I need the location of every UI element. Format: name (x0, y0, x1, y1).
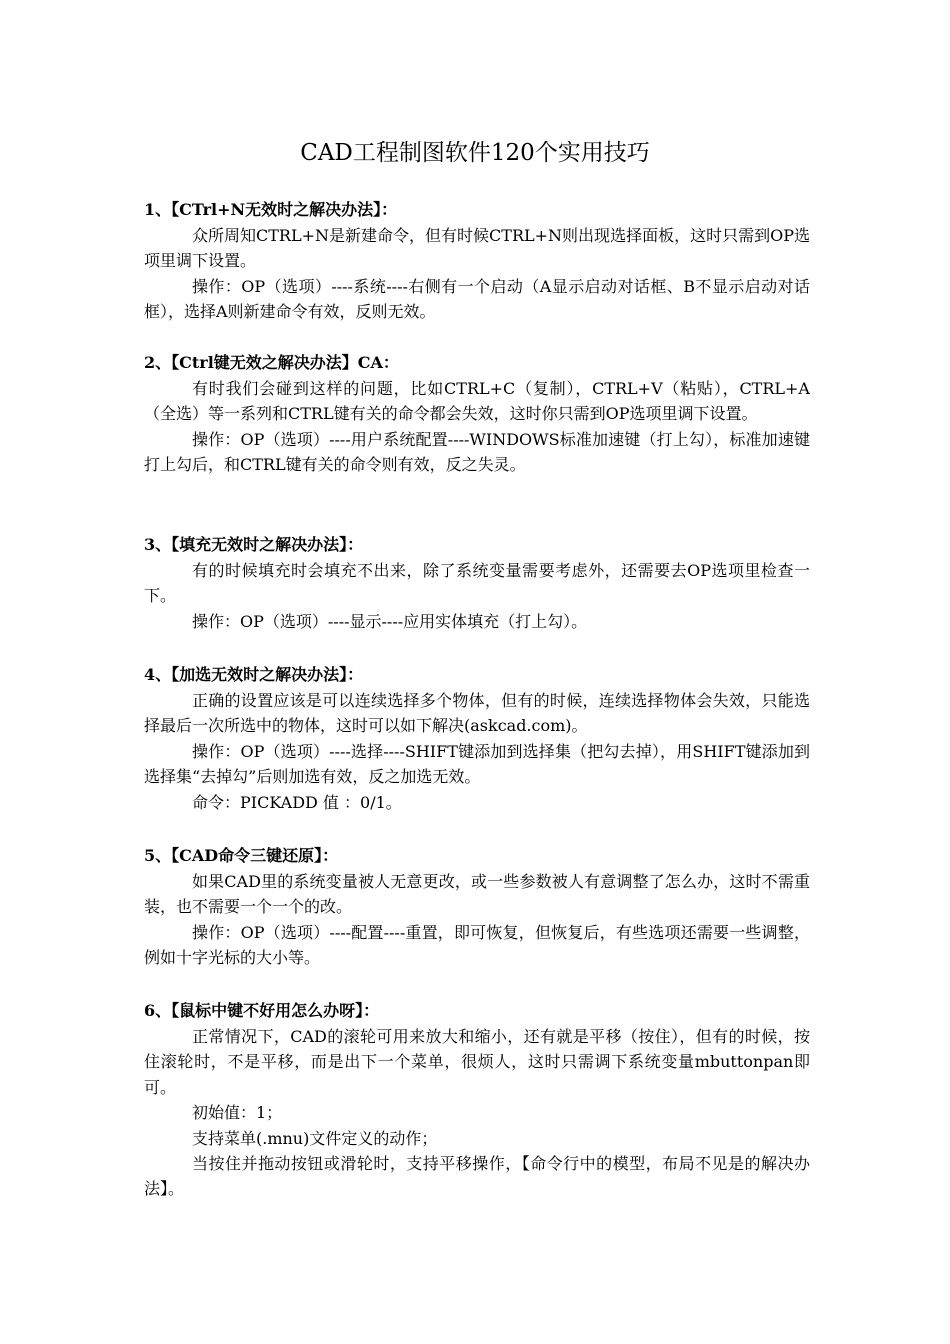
paragraph: 初始值：1； (192, 1103, 283, 1123)
section-ctrl-n (144, 197, 810, 325)
paragraph: 有的时候填充时会填充不出来，除了系统变量需要考虑外，还需要去OP选项里检查一下。 (144, 561, 810, 606)
section-heading: 6、【鼠标中键不好用怎么办呀】： (144, 1001, 380, 1020)
section-ctrl-key (144, 350, 810, 478)
paragraph: 有时我们会碰到这样的问题，比如CTRL+C（复制），CTRL+V（粘贴），CTRL+A（全选）等一系列和CTRL键有关的命令都会失效，这时你只需到OP选项里调下设置。 (144, 379, 810, 424)
paragraph: 操作：OP（选项）----显示----应用实体填充（打上勾）。 (192, 611, 588, 631)
page-title: CAD工程制图软件120个实用技巧 (300, 140, 650, 166)
paragraph: 操作：OP（选项）----系统----右侧有一个启动（A显示启动对话框、B不显示启动对话框），选择A则新建命令有效，反则无效。 (144, 276, 810, 322)
section-add-selection (144, 662, 810, 815)
paragraph: 正常情况下，CAD的滚轮可用来放大和缩小，还有就是平移（按住），但有的时候，按住滚轮时，不是平移，而是出下一个菜单，很烦人，这时只需调下系统变量mbuttonpan即可。 (144, 1027, 810, 1097)
paragraph: 正确的设置应该是可以连续选择多个物体，但有的时候，连续选择物体会失效，只能选择最后一次所选中的物体，这时可以如下解决(askcad.com)。 (144, 691, 810, 736)
paragraph: 当按住并拖动按钮或滑轮时，支持平移操作，【命令行中的模型，布局不见是的解决办法】。 (144, 1154, 810, 1199)
section-heading: 1、【CTrl+N无效时之解决办法】： (144, 200, 398, 219)
section-heading: 5、【CAD命令三键还原】： (144, 846, 339, 865)
paragraph: 操作：OP（选项）----配置----重置，即可恢复，但恢复后，有些选项还需要一些调整，例如十字光标的大小等。 (144, 922, 810, 968)
paragraph: 众所周知CTRL+N是新建命令，但有时候CTRL+N则出现选择面板，这时只需到OP选项里调下设置。 (144, 226, 810, 271)
section-fill (144, 532, 810, 634)
paragraph: 如果CAD里的系统变量被人无意更改，或一些参数被人有意调整了怎么办，这时不需重装，也不需要一个一个的改。 (144, 872, 810, 917)
section-heading: 4、【加选无效时之解决办法】： (144, 665, 364, 684)
paragraph: 命令：PICKADD 值 ：0/1。 (192, 792, 402, 812)
paragraph: 操作：OP（选项）----用户系统配置----WINDOWS标准加速键（打上勾），标准加速键打上勾后，和CTRL键有关的命令则有效，反之失灵。 (144, 429, 810, 475)
section-reset (144, 843, 810, 971)
paragraph: 支持菜单(.mnu)文件定义的动作； (192, 1128, 438, 1148)
paragraph: 操作：OP（选项）----选择----SHIFT键添加到选择集（把勾去掉），用SHIFT键添加到选择集“去掉勾”后则加选有效，反之加选无效。 (144, 741, 810, 787)
section-heading: 3、【填充无效时之解决办法】： (144, 535, 364, 554)
section-middle-mouse (144, 998, 810, 1202)
section-heading: 2、【Ctrl键无效之解决办法】CA： (144, 353, 399, 372)
